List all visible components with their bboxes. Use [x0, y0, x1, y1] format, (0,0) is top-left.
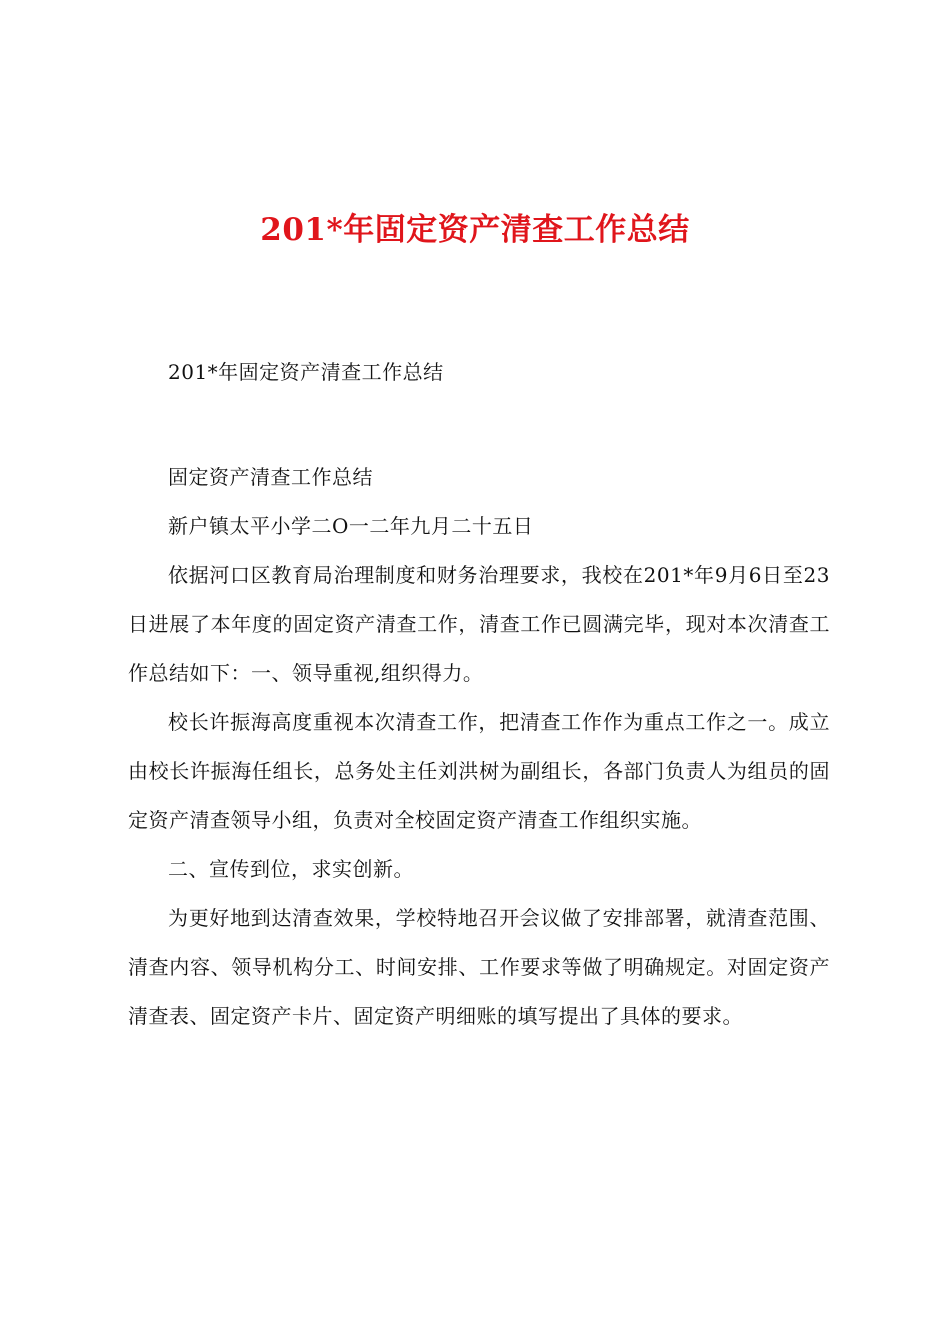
document-body: [128, 348, 830, 1041]
paragraph-subtitle: 固定资产清查工作总结: [168, 465, 373, 489]
document-title: 201*年固定资产清查工作总结: [260, 212, 690, 248]
paragraph-section-two-heading: 二、宣传到位，求实创新。: [168, 857, 414, 881]
paragraph-author-date: 新户镇太平小学二O一二年九月二十五日: [168, 514, 534, 538]
paragraph-section-two-body: 为更好地到达清查效果，学校特地召开会议做了安排部署，就清查范围、清查内容、领导机构分工、时间安排、工作要求等做了明确规定。对固定资产清查表、固定资产卡片、固定资产明细账的填写提出了具体的要求。: [128, 906, 830, 1028]
paragraph-intro: 依据河口区教育局治理制度和财务治理要求，我校在201*年9月6日至23日进展了本年度的固定资产清查工作，清查工作已圆满完毕，现对本次清查工作总结如下：一、领导重视,组织得力。: [128, 563, 830, 685]
paragraph-leadership: 校长许振海高度重视本次清查工作，把清查工作作为重点工作之一。成立由校长许振海任组长，总务处主任刘洪树为副组长，各部门负责人为组员的固定资产清查领导小组，负责对全校固定资产清查工作组织实施。: [128, 710, 830, 832]
paragraph-heading-repeat: 201*年固定资产清查工作总结: [168, 360, 444, 384]
